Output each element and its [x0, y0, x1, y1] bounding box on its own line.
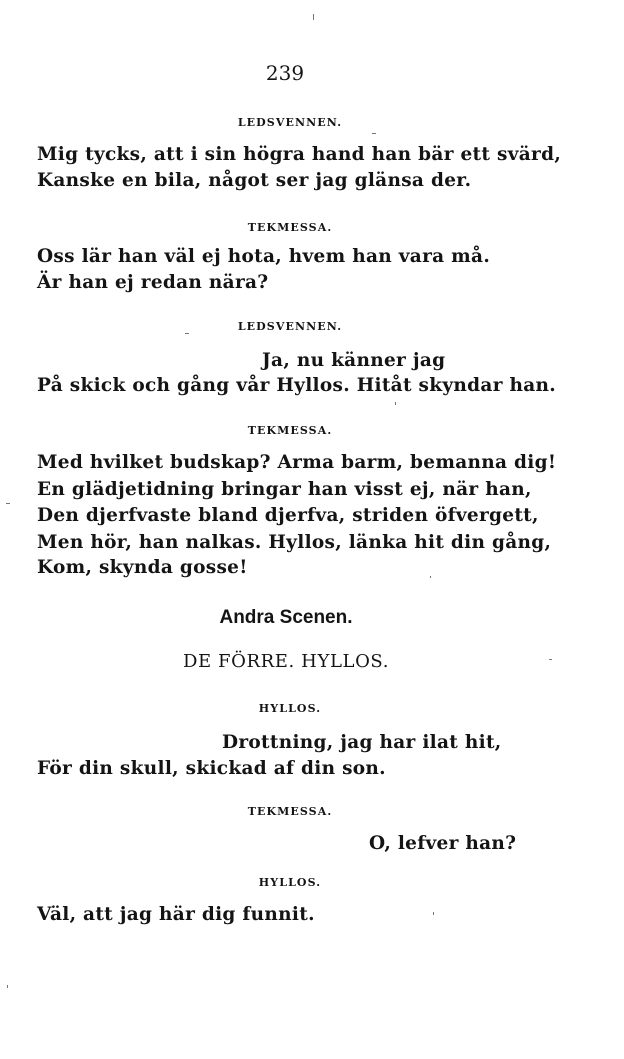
scene-cast: DE FÖRRE. HYLLOS.: [182, 651, 390, 672]
verse-line: Kanske en bila, något ser jag glänsa der.: [37, 170, 472, 191]
verse-line: För din skull, skickad af din son.: [37, 758, 386, 779]
verse-line: Kom, skynda gosse!: [37, 557, 248, 578]
verse-line: Är han ej redan nära?: [37, 272, 269, 293]
speaker-label: HYLLOS.: [258, 702, 322, 715]
paper-speck: [7, 985, 8, 988]
speaker-label: TEKMESSA.: [247, 221, 333, 234]
verse-line: Ja, nu känner jag: [262, 350, 446, 371]
verse-line: Men hör, han nalkas. Hyllos, länka hit din gång,: [37, 532, 552, 553]
speaker-label: LEDSVENNEN.: [237, 116, 343, 129]
paper-speck: [372, 133, 376, 134]
page-number: 239: [265, 61, 305, 85]
speaker-label: TEKMESSA.: [247, 805, 333, 818]
verse-line: Den djerfvaste bland djerfva, striden öfvergett,: [37, 505, 539, 526]
speaker-label: HYLLOS.: [258, 876, 322, 889]
verse-line: På skick och gång vår Hyllos. Hitåt skyndar han.: [37, 375, 557, 396]
verse-line: Mig tycks, att i sin högra hand han bär ett svärd,: [37, 144, 562, 165]
paper-speck: [433, 912, 434, 915]
paper-speck: [313, 14, 314, 20]
scene-title: Andra Scenen.: [219, 607, 353, 628]
paper-speck: [6, 503, 10, 504]
speaker-label: LEDSVENNEN.: [237, 320, 343, 333]
verse-line: Väl, att jag här dig funnit.: [37, 904, 315, 925]
paper-speck: [430, 576, 431, 578]
verse-line: Oss lär han väl ej hota, hvem han vara må.: [37, 246, 491, 267]
verse-line: Med hvilket budskap? Arma barm, bemanna dig!: [37, 452, 557, 473]
paper-speck: [549, 659, 552, 660]
verse-line: Drottning, jag har ilat hit,: [222, 732, 502, 753]
verse-line: O, lefver han?: [369, 833, 517, 854]
verse-line: En glädjetidning bringar han visst ej, när han,: [37, 479, 532, 500]
paper-speck: [395, 402, 396, 405]
paper-speck: [185, 333, 189, 334]
speaker-label: TEKMESSA.: [247, 424, 333, 437]
